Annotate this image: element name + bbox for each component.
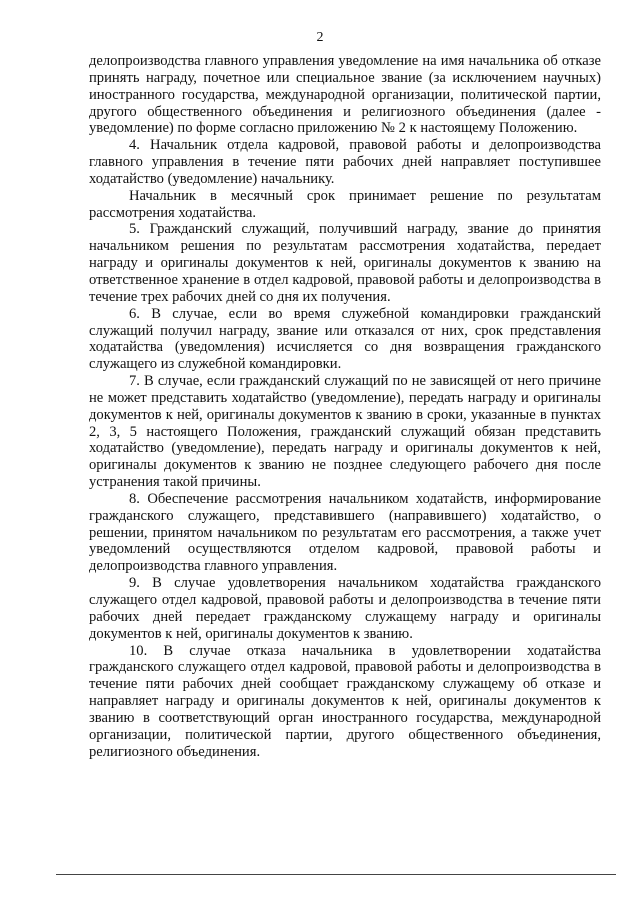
paragraph-10: 10. В случае отказа начальника в удовлетворении ходатайства гражданского служащего отдел кадровой, правовой работы и делопроизводства в течение пяти рабочих дней сообщает гражданскому служащему об отказе и направляет награду и оригиналы документов к ней, оригиналы документов к званию в соответствующий орган иностранного государства, международной организации, политической партии, другого общественного объединения, религиозного объединения. bbox=[89, 642, 601, 760]
document-body bbox=[89, 53, 601, 760]
paragraph-6: 6. В случае, если во время служебной командировки гражданский служащий получил награду, звание или отказался от них, срок представления ходатайства (уведомления) исчисляется со дня возвращения гражданского служащего из служебной командировки. bbox=[89, 305, 601, 373]
paragraph-5: 5. Гражданский служащий, получивший награду, звание до принятия начальником решения по результатам рассмотрения ходатайства, передает награду и оригиналы документов к ней, оригиналы документов к званию на ответственное хранение в отдел кадровой, правовой работы и делопроизводства в течение трех рабочих дней со дня их получения. bbox=[89, 221, 601, 305]
bottom-divider bbox=[56, 874, 616, 875]
paragraph-4-decision: Начальник в месячный срок принимает решение по результатам рассмотрения ходатайства. bbox=[89, 187, 601, 221]
paragraph-4: 4. Начальник отдела кадровой, правовой работы и делопроизводства главного управления в течение пяти рабочих дней направляет поступившее ходатайство (уведомление) начальнику. bbox=[89, 137, 601, 187]
page-number: 2 bbox=[316, 30, 324, 45]
paragraph-continuation: делопроизводства главного управления уведомление на имя начальника об отказе принять награду, почетное или специальное звание (за исключением научных) иностранного государства, международной организации, политической партии, другого общественного объединения и религиозного объединения (далее - уведомление) по форме согласно приложению № 2 к настоящему Положению. bbox=[89, 53, 601, 137]
paragraph-7: 7. В случае, если гражданский служащий по не зависящей от него причине не может представить ходатайство (уведомление), передать награду и оригиналы документов к ней, оригиналы документов к званию в сроки, указанные в пунктах 2, 3, 5 настоящего Положения, гражданский служащий обязан представить ходатайство (уведомление), передать награду и оригиналы документов к ней, оригиналы документов к званию не позднее следующего рабочего дня после устранения такой причины. bbox=[89, 373, 601, 491]
paragraph-9: 9. В случае удовлетворения начальником ходатайства гражданского служащего отдел кадровой, правовой работы и делопроизводства в течение пяти рабочих дней передает гражданскому служащему награду и оригиналы документов к ней, оригиналы документов к званию. bbox=[89, 575, 601, 642]
paragraph-8: 8. Обеспечение рассмотрения начальником ходатайств, информирование гражданского служащего, представившего (направившего) ходатайство, о решении, принятом начальником по результатам его рассмотрения, а также учет уведомлений осуществляются отделом кадровой, правовой работы и делопроизводства главного управления. bbox=[89, 490, 601, 575]
